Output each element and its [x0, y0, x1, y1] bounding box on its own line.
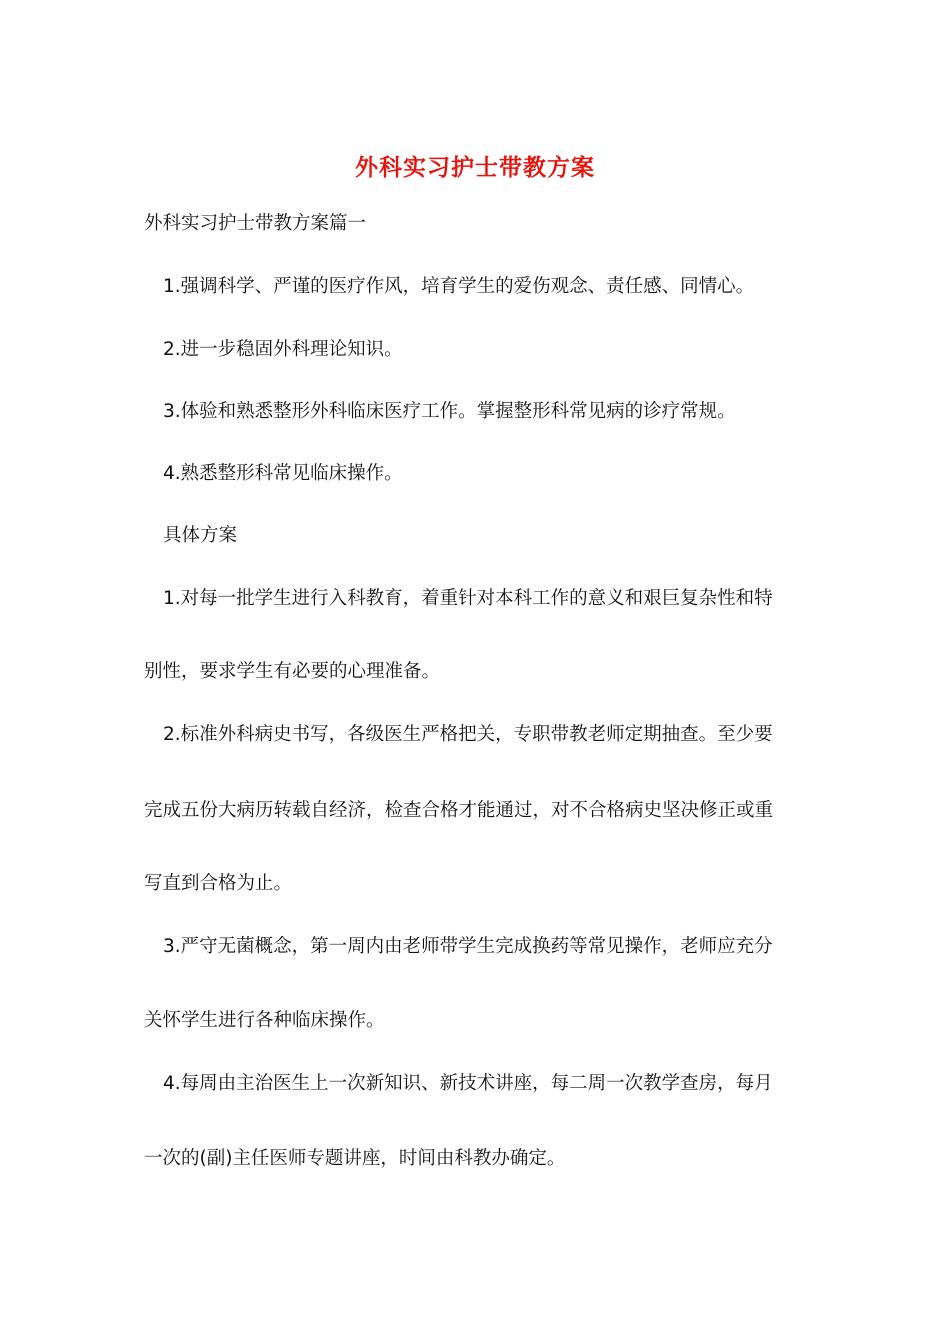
- document-title: 外科实习护士带教方案: [355, 155, 595, 181]
- plan-line-3: 2.标准外科病史书写，各级医生严格把关，专职带教老师定期抽查。至少要: [163, 724, 773, 745]
- plan-line-8: 4.每周由主治医生上一次新知识、新技术讲座，每二周一次教学查房，每月: [163, 1073, 773, 1094]
- plan-line-6: 3.严守无菌概念，第一周内由老师带学生完成换药等常见操作，老师应充分: [163, 936, 773, 957]
- objective-item-3: 3.体验和熟悉整形外科临床医疗工作。掌握整形科常见病的诊疗常规。: [163, 401, 736, 422]
- objective-item-1: 1.强调科学、严谨的医疗作风，培育学生的爱伤观念、责任感、同情心。: [163, 276, 755, 297]
- objective-item-2: 2.进一步稳固外科理论知识。: [163, 339, 403, 360]
- plan-line-9: 一次的(副)主任医师专题讲座，时间由科教办确定。: [144, 1148, 566, 1169]
- plan-line-1: 1.对每一批学生进行入科教育，着重针对本科工作的意义和艰巨复杂性和特: [163, 588, 773, 609]
- objective-item-4: 4.熟悉整形科常见临床操作。: [163, 463, 403, 484]
- plan-heading: 具体方案: [163, 525, 238, 546]
- plan-line-7: 关怀学生进行各种临床操作。: [144, 1010, 385, 1031]
- plan-line-5: 写直到合格为止。: [144, 873, 293, 894]
- plan-line-2: 别性，要求学生有必要的心理准备。: [144, 661, 441, 682]
- section-heading: 外科实习护士带教方案篇一: [144, 213, 367, 234]
- plan-line-4: 完成五份大病历转载自经济，检查合格才能通过，对不合格病史坚决修正或重: [144, 800, 774, 821]
